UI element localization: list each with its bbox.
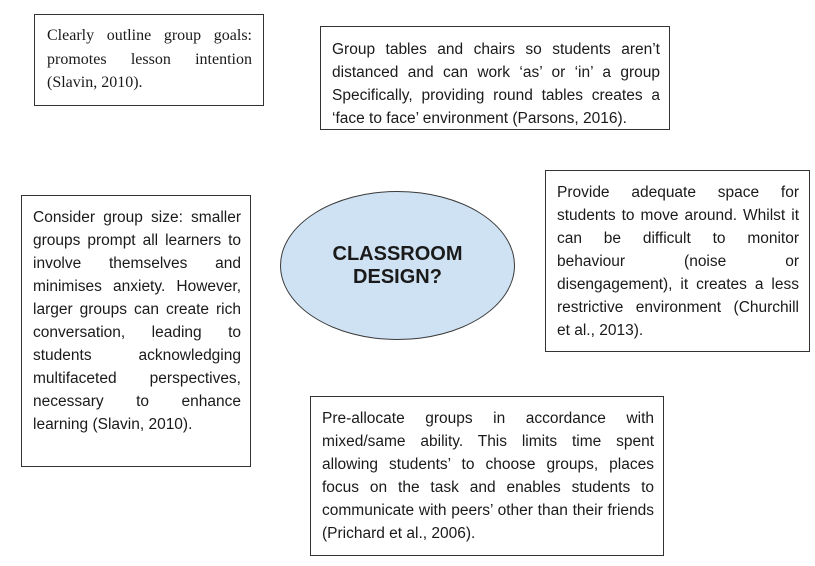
classroom-design-hub bbox=[280, 191, 515, 340]
adequate-space-box: Provide adequate space for students to move around. Whilst it can be difficult to monitor behaviour (noise or disengagement), it creates a less restrictive environment (Churchill et al., 2013). bbox=[545, 170, 810, 352]
group-size-box: Consider group size: smaller groups prompt all learners to involve themselves and minimises anxiety. However, larger groups can create rich conversation, leading to students acknowledging multifaceted perspectives, necessary to enhance learning (Slavin, 2010). bbox=[21, 195, 251, 467]
group-goals-box: Clearly outline group goals: promotes lesson intention (Slavin, 2010). bbox=[34, 14, 264, 106]
group-tables-box: Group tables and chairs so students aren’t distanced and can work ‘as’ or ‘in’ a group Specifically, providing round tables creates a ‘face to face’ environment (Parsons, 2016). bbox=[320, 26, 670, 130]
pre-allocate-groups-box: Pre-allocate groups in accordance with mixed/same ability. This limits time spent allowing students’ to choose groups, places focus on the task and enables students to communicate with peers’ other than their friends (Prichard et al., 2006). bbox=[310, 396, 664, 556]
hub-title: CLASSROOM DESIGN? bbox=[332, 242, 463, 288]
